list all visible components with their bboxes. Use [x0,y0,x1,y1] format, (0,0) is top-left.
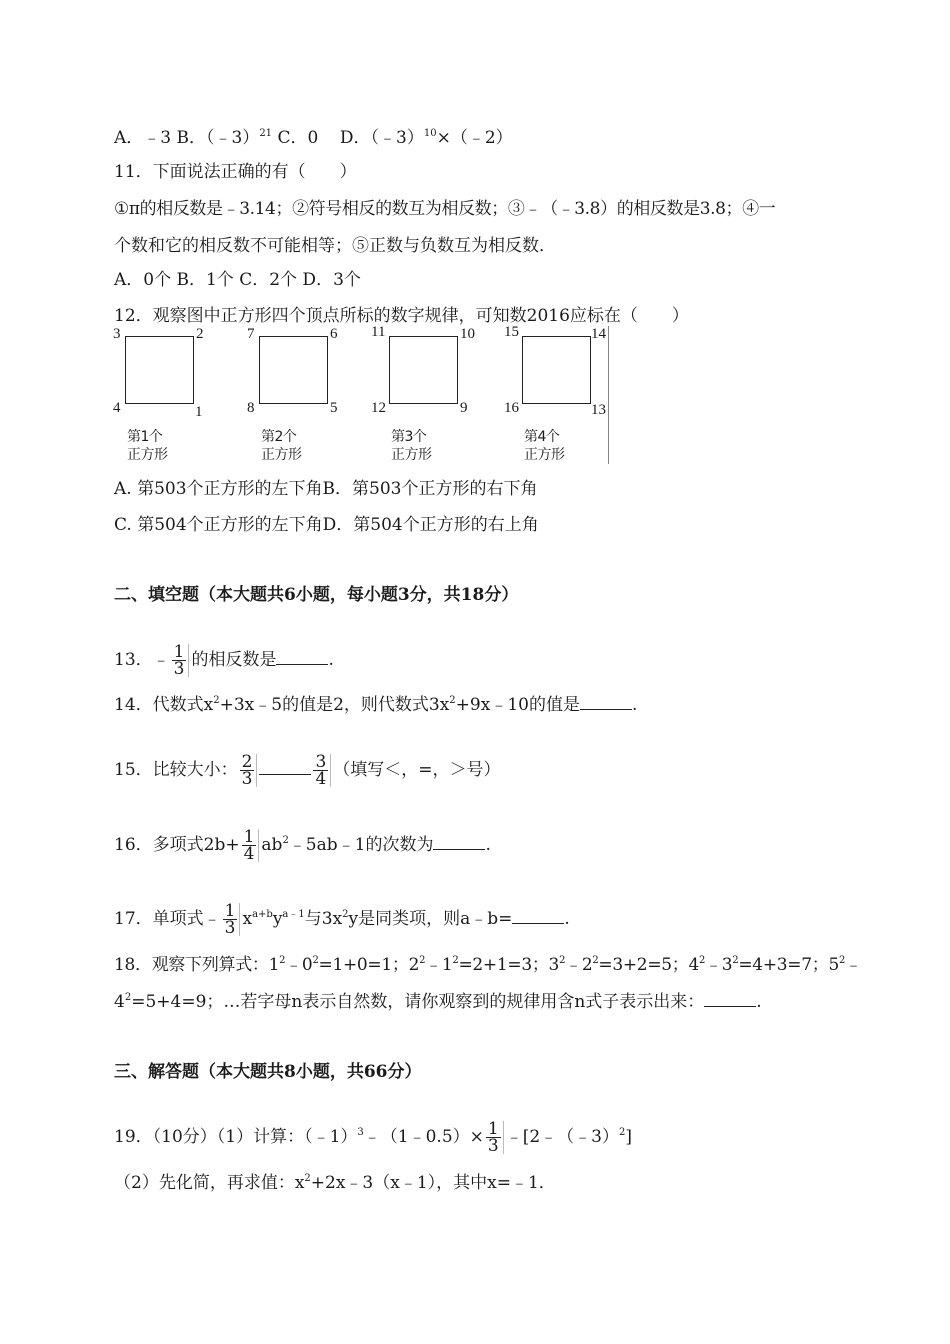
q13-answer-blank[interactable] [276,650,328,665]
square-3-bottom-right: 9 [460,400,468,416]
square-1-box [125,336,194,404]
square-3-top-right: 10 [460,326,475,342]
q12-options-cd: C. 第504个正方形的左下角D．第504个正方形的右上角 [114,515,539,535]
square-1-bottom-right: 1 [195,404,203,420]
q15-answer-blank[interactable] [259,760,311,775]
q17-fraction: $\frac{1}{3}$ [223,903,241,936]
q14: 14．代数式$x^2+3x﹣5$的值是2，则代数式$3x^2+9x﹣10$的值是 . [114,695,638,715]
q16-fraction: $\frac{1}{4}$ [242,829,260,862]
q13-fraction: $\frac{1}{3}$ [172,644,190,677]
q11-statements-line2: 个数和它的相反数不可能相等；⑤正数与负数互为相反数． [114,236,556,256]
square-4 [504,324,620,464]
square-2 [247,326,357,464]
q19-part2: （2）先化简，再求值：$x^2+2x﹣3(x﹣1)$，其中x=﹣1． [114,1173,556,1193]
q16-answer-blank[interactable] [433,835,485,850]
q13: 13．﹣ $\frac{1}{3}$ 的相反数是 . [114,642,334,679]
square-1-caption: 第1个 正方形 [127,429,168,463]
section-3-heading: 三、解答题（本大题共8小题，共66分） [114,1062,422,1082]
square-2-bottom-left: 8 [247,400,255,416]
q10-options: A．﹣3 B．（﹣3）$^{21}$ C．0 D．（﹣3）$^{10}$×（﹣2） [114,128,513,148]
q18-line2: $4^2=5+4=9$；…若字母n表示自然数，请你观察到的规律用含n式子表示出来： . [114,992,762,1012]
q18-answer-blank[interactable] [704,992,756,1007]
square-1-bottom-left: 4 [113,400,121,416]
section-2-heading: 二、填空题（本大题共6小题，每小题3分，共18分） [114,585,519,605]
q19-fraction: $\frac{1}{3}$ [486,1121,504,1154]
square-1-top-left: 3 [113,326,121,342]
q19-part1: 19．（10分）（1）计算：（﹣1）$^3$﹣（1﹣0.5）× $\frac{1}{3}$ ﹣[2﹣（﹣3）$^2$] [114,1119,632,1156]
q16: 16．多项式2b+ $\frac{1}{4}$ $ab^2﹣5ab﹣1$的次数为 . [114,827,491,864]
q11-stem: 11．下面说法正确的有（ ） [114,162,357,182]
q12-options-ab: A. 第503个正方形的左下角B．第503个正方形的右下角 [114,479,538,499]
q17-answer-blank[interactable] [512,909,564,924]
square-3 [371,324,487,464]
q14-answer-blank[interactable] [580,695,632,710]
q12-stem: 12．观察图中正方形四个顶点所标的数字规律，可知数2016应标在（ ） [114,306,689,326]
square-4-top-right: 14 [591,326,606,342]
square-4-bottom-right: 13 [591,402,606,418]
q11-options: A．0个 B．1个 C．2个 D．3个 [114,270,361,290]
q11-statements-line1: ①π的相反数是﹣3.14；②符号相反的数互为相反数；③﹣（﹣3.8）的相反数是3.8；④一 [114,199,776,219]
square-2-bottom-right: 5 [330,400,338,416]
square-4-caption: 第4个 正方形 [524,429,565,463]
square-3-bottom-left: 12 [371,400,386,416]
square-2-top-left: 7 [247,326,255,342]
square-4-box [522,336,591,404]
q17: 17．单项式﹣ $\frac{1}{3}$ $x^{a+b}y^{a﹣1}$与$3x^2y$是同类项，则a﹣b= . [114,901,570,938]
q15: 15．比较大小： $\frac{2}{3}$ $\frac{3}{4}$ （填写＜，=，＞号） [114,752,501,789]
square-3-box [389,336,458,404]
square-4-top-left: 15 [504,324,519,340]
square-4-bottom-left: 16 [504,400,519,416]
q15-fraction-2: $\frac{3}{4}$ [313,754,331,787]
q18-line1: 18．观察下列算式：$1^2﹣0^2=1+0=1$；$2^2﹣1^2=2+1=3$；$3^2﹣2^2=3+2=5$；$4^2﹣3^2=4+3=7$；$5^2﹣$ [114,955,862,975]
q15-fraction-1: $\frac{2}{3}$ [240,754,258,787]
square-2-box [259,336,328,404]
square-3-top-left: 11 [371,324,386,340]
square-2-caption: 第2个 正方形 [261,429,302,463]
figure-border [608,326,609,464]
square-1 [113,326,223,464]
square-2-top-right: 6 [330,326,338,342]
square-3-caption: 第3个 正方形 [391,429,432,463]
squares-figure [113,326,609,464]
square-1-top-right: 2 [196,326,204,342]
